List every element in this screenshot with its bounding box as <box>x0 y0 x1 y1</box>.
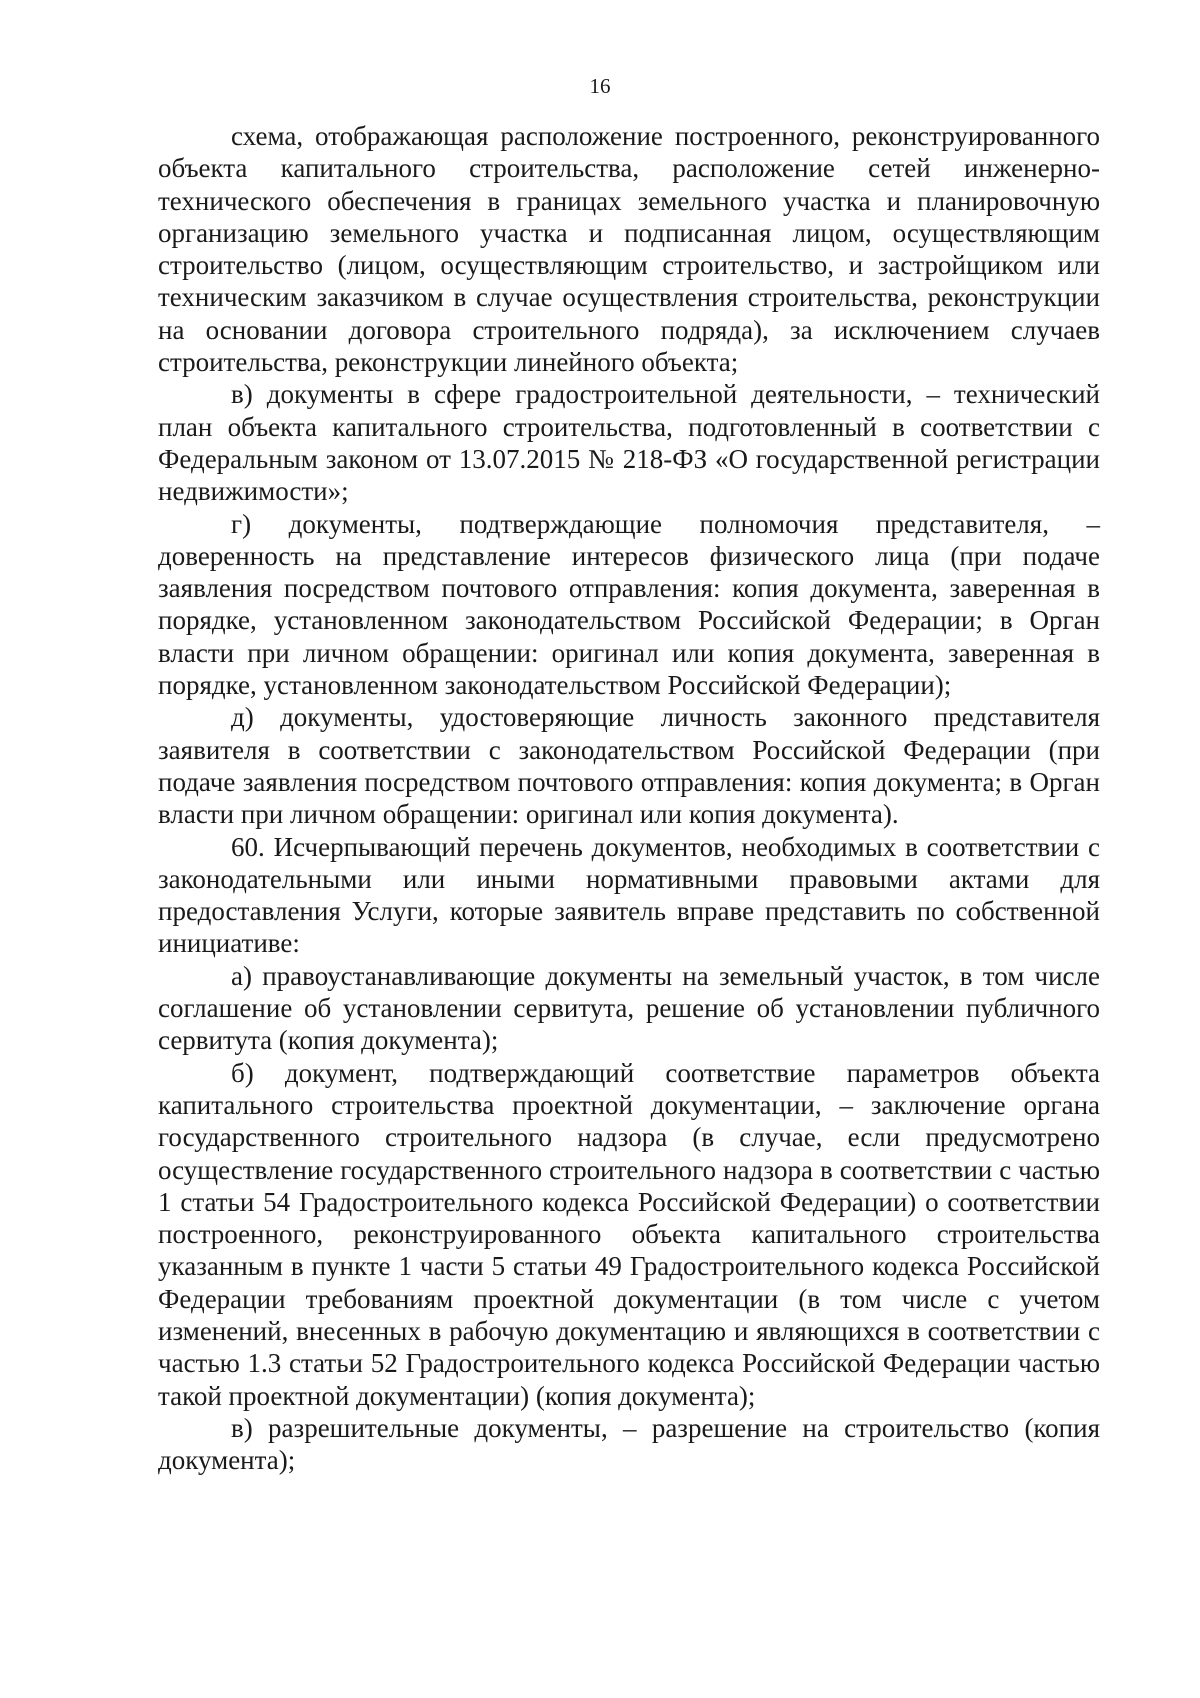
paragraph-item-v-tech-plan: в) документы в сфере градостроительной деятельности, – технический план объекта капитального строительства, подготовленный в соответствии с Федеральным законом от 13.07.2015 № 218-ФЗ «О государственной регистрации недвижимости»; <box>158 379 1100 507</box>
paragraph-item-a-land-rights: а) правоустанавливающие документы на земельный участок, в том числе соглашение об установлении сервитута, решение об установлении публичного сервитута (копия документа); <box>158 960 1100 1056</box>
paragraph-scheme: схема, отображающая расположение построенного, реконструированного объекта капитального строительства, расположение сетей инженерно-технического обеспечения в границах земельного участка и планировочную организацию земельного участка и подписанная лицом, осуществляющим строительство (лицом, осуществляющим строительство, и застройщиком или техническим заказчиком в случае осуществления строительства, реконструкции на основании договора строительного подряда), за исключением случаев строительства, реконструкции линейного объекта; <box>158 121 1100 378</box>
paragraph-item-v-permit: в) разрешительные документы, – разрешение на строительство (копия документа); <box>158 1412 1100 1476</box>
paragraph-clause-60: 60. Исчерпывающий перечень документов, необходимых в соответствии с законодательными или иными нормативными правовыми актами для предоставления Услуги, которые заявитель вправе представить по собственной инициативе: <box>158 831 1100 959</box>
paragraph-item-g-authority: г) документы, подтверждающие полномочия представителя, – доверенность на представление интересов физического лица (при подаче заявления посредством почтового отправления: копия документа, заверенная в порядке, установленном законодательством Российской Федерации; в Орган власти при личном обращении: оригинал или копия документа, заверенная в порядке, установленном законодательством Российской Федерации); <box>158 508 1100 701</box>
document-body <box>158 120 1100 1476</box>
page-number: 16 <box>589 74 611 98</box>
paragraph-item-b-conformity: б) документ, подтверждающий соответствие параметров объекта капитального строительства проектной документации, – заключение органа государственного строительного надзора (в случае, если предусмотрено осуществление государственного строительного надзора в соответствии с частью 1 статьи 54 Градостроительного кодекса Российской Федерации) о соответствии построенного, реконструированного объекта капитального строительства указанным в пункте 1 части 5 статьи 49 Градостроительного кодекса Российской Федерации требованиям проектной документации (в том числе с учетом изменений, внесенных в рабочую документацию и являющихся в соответствии с частью 1.3 статьи 52 Градостроительного кодекса Российской Федерации частью такой проектной документации) (копия документа); <box>158 1057 1100 1411</box>
paragraph-item-d-identity: д) документы, удостоверяющие личность законного представителя заявителя в соответствии с законодательством Российской Федерации (при подаче заявления посредством почтового отправления: копия документа; в Орган власти при личном обращении: оригинал или копия документа). <box>158 702 1100 830</box>
